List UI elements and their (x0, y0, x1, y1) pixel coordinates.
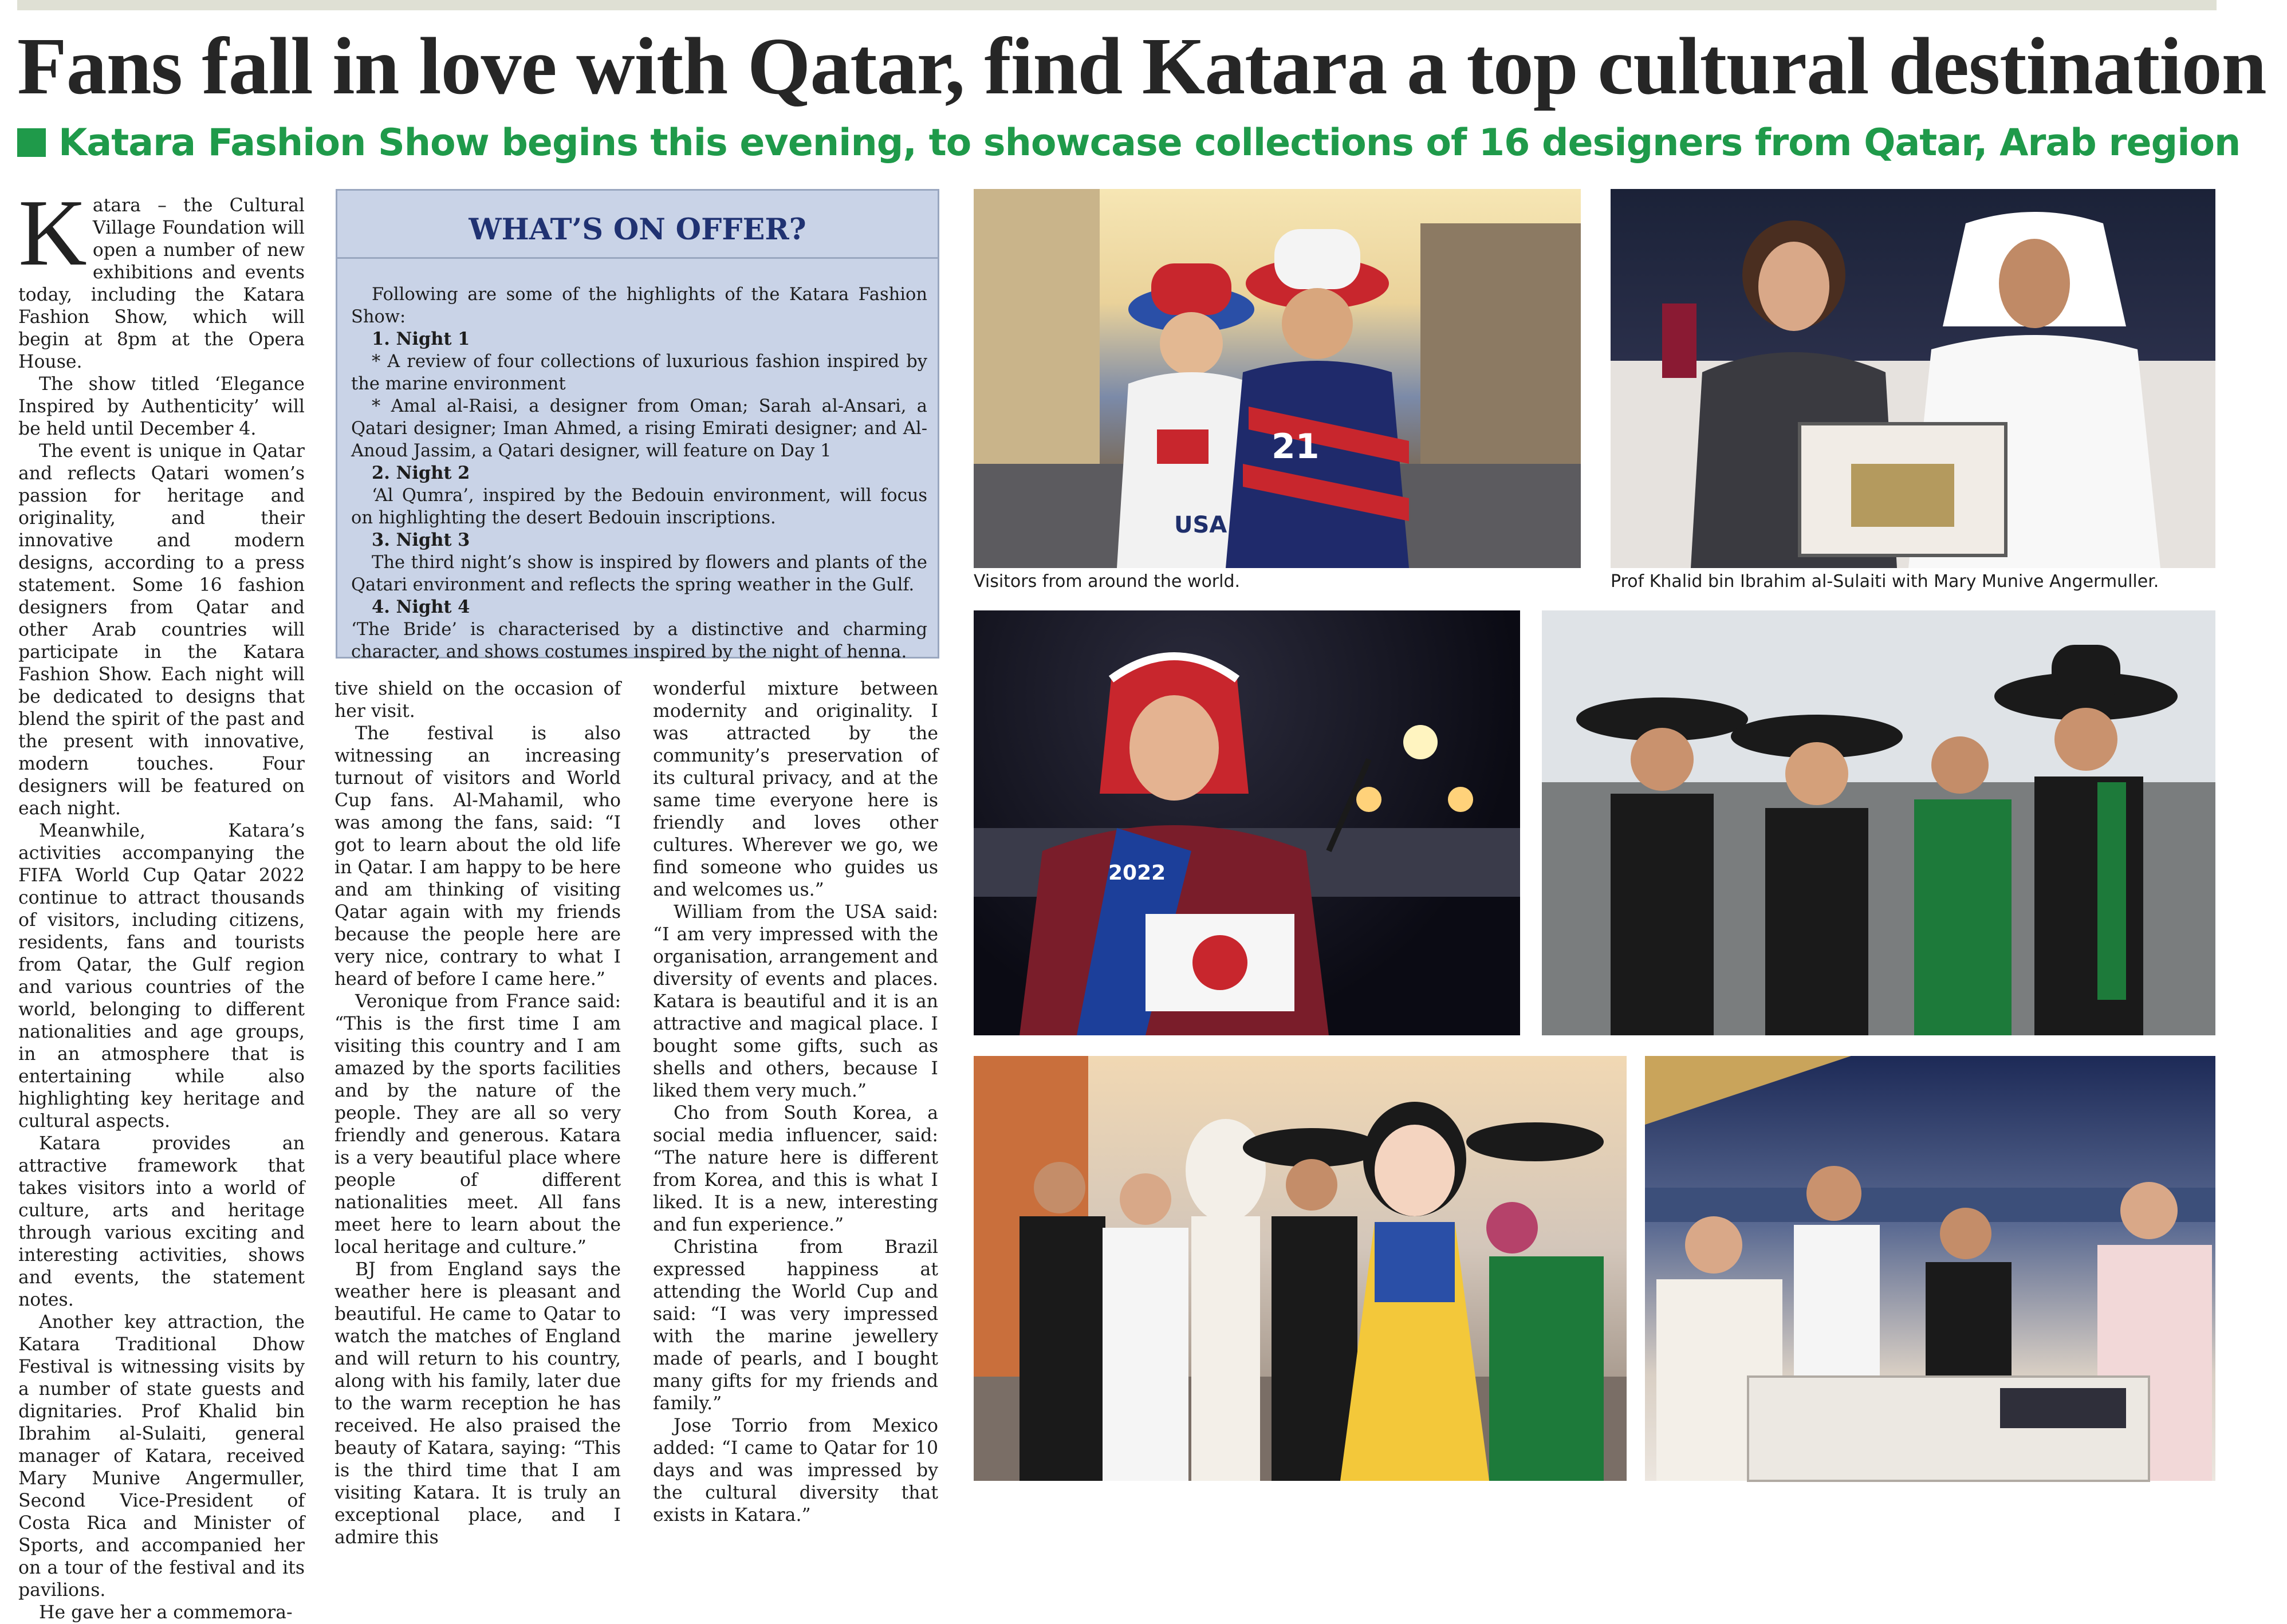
flag (1662, 303, 1696, 378)
paragraph: Another key attraction, the Katara Traditional Dhow Festival is witnessing visits by a number of state guests and dignitaries. Prof Khalid bin Ibrahim al-Sulaiti, general manager of Katara, received Mary Munive Angermuller, Second Vice-President of Costa Rica and Minister of Sports, and accompanied her on a tour of the festival and its pavilions. (18, 1312, 305, 1601)
photo-jewellery-stall (1645, 1056, 2215, 1481)
boy-face (1160, 312, 1223, 375)
photo-mascots-illustration (974, 1056, 1627, 1481)
offer-night-2: 2. Night 2 (372, 463, 470, 483)
luchador-mask (1486, 1202, 1538, 1254)
fan-face (1129, 695, 1219, 801)
vendor-face (1940, 1208, 1991, 1259)
offer-divider (337, 257, 938, 259)
offer-night-2-text: ‘Al Qumra’, inspired by the Bedouin environment, will focus on highlighting the desert Bedouin inscriptions. (351, 486, 927, 528)
person-face-1 (1034, 1162, 1085, 1213)
offer-night-1-item: * A review of four collections of luxurious fashion inspired by the marine environment (351, 352, 927, 394)
paragraph: Jose Torrio from Mexico added: “I came to Qatar for 10 days and was impressed by the cultural diversity that exists in Katara.” (653, 1416, 938, 1526)
caption-dignitaries: Prof Khalid bin Ibrahim al-Sulaiti with Mary Munive Angermuller. (1611, 571, 2159, 592)
fan-face-3 (1931, 736, 1989, 794)
offer-night-3-text: The third night’s show is inspired by flowers and plants of the Qatari environment and reflects the spring weather in the Gulf. (351, 553, 927, 595)
photo-mexican-fans (1542, 610, 2215, 1035)
light-1 (1403, 725, 1438, 759)
photo-mexican-fans-illustration (1542, 610, 2215, 1035)
article-column-3 (653, 678, 938, 1527)
photo-dignitaries-illustration (1611, 189, 2215, 568)
flag-patch (1157, 429, 1209, 464)
offer-intro: Following are some of the highlights of the Katara Fashion Show: (351, 285, 927, 327)
man-shirt (1794, 1225, 1880, 1397)
man-face (1282, 288, 1353, 359)
man-face (1999, 239, 2070, 328)
man-face (1806, 1166, 1861, 1221)
paragraph: William from the USA said: “I am very impressed with the organisation, arrangement and diversity of events and places. Katara is beautiful and it is an attractive and magical place. I bought some gifts, such as shells and others, because I liked them very much.” (653, 902, 938, 1101)
dropcap: K (18, 180, 87, 285)
headline: Fans fall in love with Qatar, find Katara a top cultural destination (17, 21, 2266, 111)
vendor-shirt (1926, 1262, 2012, 1394)
offer-night-3: 3. Night 3 (372, 530, 470, 550)
subhead-bullet-square (17, 128, 46, 157)
person-shirt-1 (1019, 1216, 1105, 1481)
fan-shirt-4 (2034, 776, 2143, 1035)
photo-mascots (974, 1056, 1627, 1481)
paragraph: BJ from England says the weather here is pleasant and beautiful. He came to Qatar to watch the matches of England and will return to his country, along with his family, later due to the warm reception he has received. He also praised the beauty of Katara, saying: “This is the third time that I am visiting Katara. It is truly an exceptional place, and I admire this (334, 1259, 621, 1548)
photo-visitors-illustration (974, 189, 1581, 568)
photo-jewellery-stall-illustration (1645, 1056, 2215, 1481)
offer-night-1-item: * Amal al-Raisi, a designer from Oman; Sarah al-Ansari, a Qatari designer; Iman Ahmed, a rising Emirati designer; and Al-Anoud Jassim, a Qatari designer, will feature on Day 1 (351, 396, 927, 461)
boy-hat (1151, 263, 1231, 315)
man-hat (1274, 229, 1360, 289)
top-rule (17, 0, 2217, 10)
paragraph: tive shield on the occasion of her visit. (334, 679, 621, 722)
paragraph: The show titled ‘Elegance Inspired by Authenticity’ will be held until December 4. (18, 374, 305, 439)
jewellery-tray (2000, 1388, 2126, 1428)
paragraph: The event is unique in Qatar and reflects Qatari women’s passion for heritage and originality, and their innovative and modern designs, according to a press statement. Some 16 fashion designers from Qatar and other Arab countries will participate in the Katara Fashion Show. Each night will be dedicated to designs that blend the spirit of the past and the present with innovative, modern touches. Four designers will be featured on each night. (18, 441, 305, 819)
woman-face-2 (2120, 1182, 2178, 1239)
paragraph: Meanwhile, Katara’s activities accompanying the FIFA World Cup Qatar 2022 continue to attract thousands of visitors, including citizens, residents, fans and tourists from Qatar, the Gulf region and various countries of the world, belonging to different nationalities and age groups, in an atmosphere that is entertaining while also highlighting key heritage and cultural aspects. (18, 821, 305, 1132)
snow-white-face (1375, 1125, 1455, 1216)
subhead-text: Katara Fashion Show begins this evening, to showcase collections of 16 designers from Qatar, Arab region (58, 121, 2241, 164)
korea-flag-symbol (1192, 935, 1247, 990)
elder-thobe (1103, 1228, 1188, 1481)
article-column-1 (18, 180, 305, 1624)
paragraph: Veronique from France said: “This is the first time I am visiting this country and I am amazed by the sports facilities and by the nature of the people. They are all so very friendly and generous. Katara is a very beautiful place where people of different nationalities meet. All fans meet here to learn about the local heritage and culture.” (334, 991, 621, 1258)
photo-korean-fan-illustration (974, 610, 1520, 1035)
woman-face (1758, 242, 1829, 331)
commemorative-shield (1851, 464, 1954, 527)
shirt-text: USA (1174, 512, 1227, 538)
paragraph: Cho from South Korea, a social media influencer, said: “The nature here is different from Korea, and this is what I liked. It is a new, interesting and fun experience.” (653, 1103, 938, 1235)
sombrero-4-crown (2052, 645, 2120, 702)
person-shirt-6 (1489, 1256, 1604, 1481)
laeeb-body (1191, 1216, 1260, 1481)
caption-visitors: Visitors from around the world. (974, 571, 1241, 592)
photo-korean-fan (974, 610, 1520, 1035)
sombrero-6 (1466, 1122, 1604, 1161)
offer-body (351, 283, 927, 663)
fan-face-1 (1631, 728, 1694, 791)
umbrella (1645, 1056, 1851, 1125)
paragraph: Christina from Brazil expressed happiness at attending the World Cup and said: “I was very impressed with the marine jewellery made of pearls, and I bought many gifts for my friends and family.” (653, 1237, 938, 1414)
light-3 (1448, 787, 1473, 812)
offer-night-4: 4. Night 4 (372, 597, 470, 617)
fan-face-4 (2054, 708, 2117, 771)
scarf-text: 2022 (1108, 861, 1166, 885)
elder-face (1120, 1173, 1171, 1225)
paragraph: wonderful mixture between modernity and originality. I was attracted by the community’s preservation of its cultural privacy, and at the same time everyone here is friendly and loves other cultures. Wherever we go, we find someone who guides us and welcomes us.” (653, 679, 938, 900)
person-shirt-5 (1272, 1216, 1357, 1481)
offer-title: WHAT’S ON OFFER? (469, 212, 806, 247)
article-lead-paragraph (18, 180, 305, 373)
offer-night-1: 1. Night 1 (372, 329, 470, 349)
snow-white-bodice (1375, 1222, 1455, 1302)
fan-face-2 (1785, 742, 1848, 805)
paragraph: He gave her a commemora- (39, 1602, 293, 1623)
article-column-2 (334, 678, 621, 1549)
light-2 (1356, 787, 1381, 812)
fan-shirt-3 (1914, 799, 2012, 1035)
jersey-number: 21 (1272, 427, 1320, 467)
paragraph-text: atara – the Cultural Village Foundation will open a number of new exhibitions and events today, including the Katara Fashion Show, which will begin at 8pm at the Opera House. (18, 195, 305, 372)
laeeb-mascot (1186, 1119, 1266, 1222)
paragraph: The festival is also witnessing an increasing turnout of visitors and World Cup fans. Al-Mahamil, who was among the fans, said: “I got to learn about the old life in Qatar. I am happy to be here and am thinking of visiting Qatar again with my friends because the people here are very nice, contrary to what I heard of before I came here.” (334, 723, 621, 990)
whats-on-offer-box (336, 189, 939, 662)
woman-face-1 (1685, 1216, 1742, 1274)
person-face-5 (1286, 1159, 1337, 1211)
green-scarf (2097, 782, 2126, 1000)
photo-visitors (974, 189, 1581, 568)
subhead (17, 117, 2251, 168)
offer-night-4-text: ‘The Bride’ is characterised by a distinctive and charming character, and shows costumes inspired by the night of henna. (351, 620, 927, 662)
photo-dignitaries (1611, 189, 2215, 568)
fan-shirt-1 (1611, 794, 1714, 1035)
paragraph: Katara provides an attractive framework that takes visitors into a world of culture, arts and heritage through various exciting and interesting activities, shows and events, the statement notes. (18, 1133, 305, 1310)
fan-shirt-2 (1765, 808, 1868, 1035)
